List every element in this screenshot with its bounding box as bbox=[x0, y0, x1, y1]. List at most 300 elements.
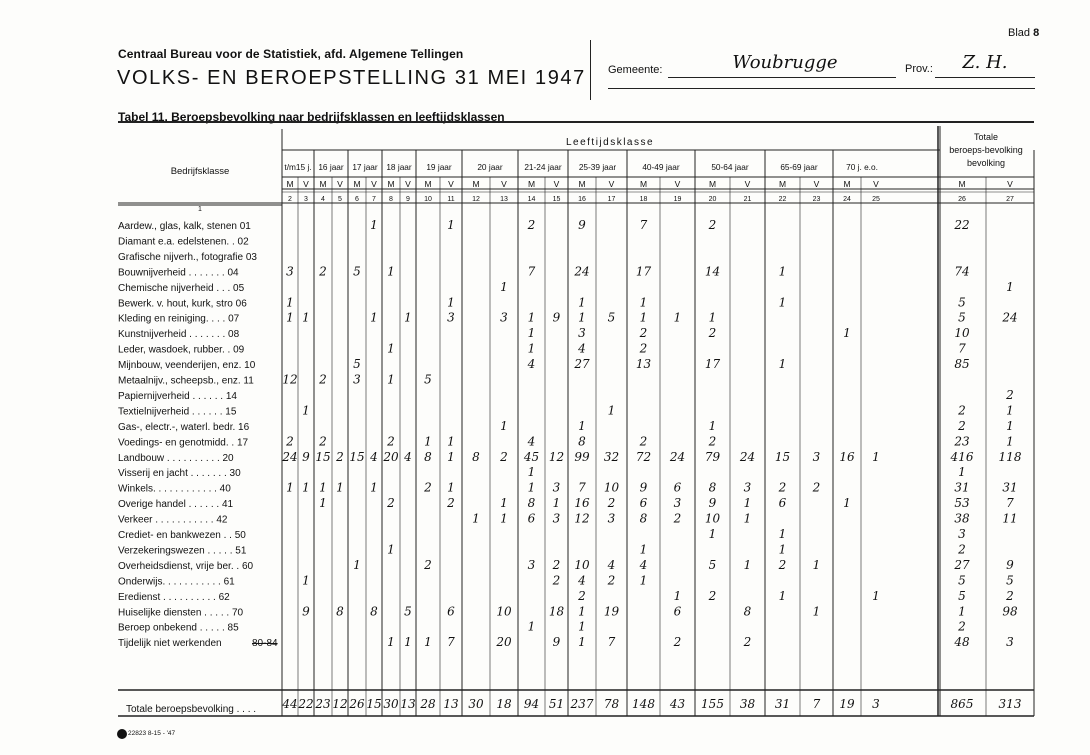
cell-value: 1 bbox=[527, 341, 536, 356]
sex-label: M bbox=[639, 179, 648, 189]
cell-value: 7 bbox=[527, 264, 536, 279]
cell-value: 1 bbox=[743, 511, 752, 526]
row-label: Grafische nijverh., fotografie 03 bbox=[118, 251, 257, 263]
cell-value: 6 bbox=[778, 496, 787, 511]
cell-value: 3 bbox=[286, 264, 294, 279]
cell-value: 12 bbox=[282, 372, 298, 387]
cell-value: 1 bbox=[302, 310, 310, 325]
column-number: 18 bbox=[639, 196, 648, 203]
cell-value: 2 bbox=[743, 635, 752, 650]
cell-value: 10 bbox=[954, 326, 970, 341]
cell-value: 2 bbox=[447, 496, 455, 511]
cell-value: 1 bbox=[607, 403, 616, 418]
column-number: 17 bbox=[607, 196, 616, 203]
bedrijfsklasse-header: Bedrijfsklasse bbox=[170, 166, 230, 177]
cell-value: 4 bbox=[370, 449, 378, 464]
cell-value: 2 bbox=[552, 573, 561, 588]
cell-value: 3 bbox=[743, 480, 752, 495]
total-value: 237 bbox=[570, 697, 594, 711]
cell-value: 1 bbox=[387, 542, 395, 557]
cell-value: 6 bbox=[527, 511, 536, 526]
sex-label: V bbox=[337, 179, 343, 189]
row-label: Beroep onbekend . . . . . 85 bbox=[118, 622, 239, 634]
cell-value: 16 bbox=[574, 496, 590, 511]
cell-value: 2 bbox=[387, 434, 395, 449]
cell-value: 1 bbox=[708, 527, 717, 541]
cell-value: 1 bbox=[639, 573, 648, 588]
cell-value: 1 bbox=[424, 635, 432, 650]
cell-value: 1 bbox=[387, 635, 395, 650]
sex-label: V bbox=[371, 179, 377, 189]
column-number: 11 bbox=[447, 196, 455, 203]
cell-value: 17 bbox=[635, 264, 652, 279]
row-label: Aardew., glas, kalk, stenen 01 bbox=[118, 221, 251, 232]
cell-value: 1 bbox=[1006, 403, 1014, 418]
column-number: 7 bbox=[372, 196, 376, 203]
total-value: 51 bbox=[548, 697, 565, 711]
total-value: 78 bbox=[603, 697, 620, 711]
cell-value: 3 bbox=[607, 511, 616, 526]
cell-value: 22 bbox=[954, 218, 970, 232]
column-number: 13 bbox=[500, 196, 508, 203]
cell-value: 1 bbox=[743, 496, 752, 511]
sex-label: M bbox=[472, 179, 480, 189]
cell-value: 3 bbox=[552, 480, 561, 495]
age-group-label: 20 jaar bbox=[477, 162, 503, 172]
cell-value: 1 bbox=[370, 480, 378, 495]
cell-value: 2 bbox=[778, 480, 787, 495]
cell-value: 6 bbox=[673, 604, 682, 619]
cell-value: 99 bbox=[574, 449, 590, 464]
cell-value: 12 bbox=[548, 449, 565, 464]
cell-value: 1 bbox=[778, 264, 787, 279]
total-value: 23 bbox=[315, 697, 331, 711]
row-label: Huiselijke diensten . . . . . 70 bbox=[118, 607, 244, 619]
row-label: Tijdelijk niet werkenden bbox=[118, 638, 222, 650]
cell-value: 1 bbox=[447, 449, 455, 464]
total-value: 30 bbox=[468, 697, 484, 711]
cell-value: 2 bbox=[673, 511, 682, 526]
cell-value: 2 bbox=[958, 619, 966, 634]
cell-value: 11 bbox=[1002, 511, 1018, 526]
cell-value: 31 bbox=[954, 480, 970, 495]
cell-value: 5 bbox=[404, 604, 412, 619]
cell-value: 1 bbox=[302, 480, 310, 495]
sex-label: M bbox=[578, 179, 586, 189]
cell-value: 1 bbox=[708, 310, 717, 325]
row-label: Eredienst . . . . . . . . . . 62 bbox=[118, 591, 230, 603]
total-value: 22 bbox=[298, 697, 314, 711]
sex-label: M bbox=[319, 179, 327, 189]
cell-value: 10 bbox=[496, 604, 512, 619]
sex-label: M bbox=[958, 179, 966, 189]
cell-value: 1 bbox=[302, 403, 310, 418]
cell-value: 1 bbox=[286, 480, 294, 495]
prov-value: Z. H. bbox=[962, 52, 1008, 73]
cell-value: 3 bbox=[578, 326, 586, 341]
cell-value: 5 bbox=[708, 557, 717, 572]
row-label: Overheidsdienst, vrije ber. . 60 bbox=[118, 560, 254, 572]
cell-value: 9 bbox=[552, 310, 561, 325]
cell-value: 1 bbox=[319, 480, 327, 495]
cell-value: 7 bbox=[639, 218, 648, 232]
cell-value: 3 bbox=[673, 496, 682, 511]
cell-value: 1 bbox=[302, 573, 310, 588]
cell-value: 1 bbox=[500, 496, 508, 511]
sex-label: V bbox=[873, 179, 879, 189]
cell-value: 2 bbox=[639, 341, 648, 356]
cell-value: 416 bbox=[950, 449, 974, 464]
column-number: 19 bbox=[673, 196, 682, 203]
sex-label: M bbox=[708, 179, 717, 189]
totale-header: Totale bbox=[973, 132, 999, 142]
cell-value: 1 bbox=[353, 557, 361, 572]
column-number: 23 bbox=[812, 196, 821, 203]
cell-value: 1 bbox=[447, 218, 455, 232]
column-number: 25 bbox=[872, 196, 880, 203]
row-label: Metaalnijv., scheepsb., enz. 11 bbox=[118, 375, 254, 387]
cell-value: 1 bbox=[578, 310, 586, 325]
column-number: 8 bbox=[389, 196, 393, 203]
form-title: VOLKS- EN BEROEPSTELLING 31 MEI 1947 bbox=[117, 67, 586, 89]
total-value: 38 bbox=[739, 697, 756, 711]
cell-value: 1 bbox=[872, 588, 880, 603]
cell-value: 1 bbox=[447, 434, 455, 449]
row-label: Diamant e.a. edelstenen. . 02 bbox=[118, 236, 249, 248]
cell-value: 2 bbox=[1006, 588, 1014, 603]
cell-value: 8 bbox=[472, 449, 480, 464]
cell-value: 9 bbox=[639, 480, 648, 495]
cell-value: 8 bbox=[639, 511, 648, 526]
row-label: Papiernijverheid . . . . . . 14 bbox=[118, 390, 237, 402]
cell-value: 2 bbox=[639, 326, 648, 341]
cell-value: 16 bbox=[839, 449, 855, 464]
total-value: 313 bbox=[998, 697, 1022, 711]
cell-value: 2 bbox=[336, 449, 344, 464]
cell-value: 2 bbox=[708, 326, 717, 341]
row-label: Landbouw . . . . . . . . . . 20 bbox=[118, 452, 234, 464]
cell-value: 1 bbox=[319, 496, 327, 511]
row-label: Overige handel . . . . . . 41 bbox=[118, 499, 234, 511]
cell-value: 3 bbox=[527, 557, 536, 572]
row-label: Kleding en reiniging. . . . 07 bbox=[118, 313, 240, 325]
cell-value: 2 bbox=[958, 418, 966, 433]
cell-value: 24 bbox=[282, 449, 298, 464]
row-label-struck: 80-84 bbox=[252, 638, 278, 650]
age-group-label: 17 jaar bbox=[352, 162, 378, 172]
cell-value: 19 bbox=[603, 604, 620, 619]
cell-value: 4 bbox=[607, 557, 616, 572]
cell-value: 7 bbox=[578, 480, 586, 495]
cell-value: 4 bbox=[527, 357, 536, 372]
row-label: Visserij en jacht . . . . . . . 30 bbox=[118, 468, 241, 480]
totale-header: beroeps-bevolking bbox=[949, 145, 1023, 155]
cell-value: 1 bbox=[578, 295, 586, 310]
gemeente-value: Woubrugge bbox=[732, 52, 838, 73]
cell-value: 2 bbox=[500, 449, 508, 464]
total-value: 94 bbox=[523, 697, 540, 711]
sex-label: M bbox=[778, 179, 787, 189]
cell-value: 10 bbox=[574, 557, 590, 572]
cell-value: 8 bbox=[578, 434, 586, 449]
total-value: 865 bbox=[950, 697, 974, 711]
age-group-label: 40-49 jaar bbox=[642, 162, 680, 172]
total-value: 7 bbox=[812, 697, 821, 711]
column-number: 26 bbox=[958, 196, 966, 203]
cell-value: 10 bbox=[704, 511, 721, 526]
column-number: 22 bbox=[778, 196, 787, 203]
cell-value: 7 bbox=[447, 635, 455, 650]
column-number: 24 bbox=[843, 196, 851, 203]
total-value: 19 bbox=[839, 697, 855, 711]
cell-value: 8 bbox=[424, 449, 432, 464]
prov-label: Prov.: bbox=[905, 63, 933, 75]
sex-label: V bbox=[553, 179, 560, 189]
cell-value: 4 bbox=[578, 341, 586, 356]
cell-value: 4 bbox=[404, 449, 412, 464]
cell-value: 72 bbox=[635, 449, 652, 464]
cell-value: 27 bbox=[574, 357, 590, 372]
cell-value: 1 bbox=[527, 480, 536, 495]
cell-value: 27 bbox=[954, 557, 970, 572]
cell-value: 5 bbox=[1006, 573, 1014, 588]
column-number: 27 bbox=[1006, 196, 1014, 203]
cell-value: 2 bbox=[607, 573, 616, 588]
cell-value: 1 bbox=[872, 449, 880, 464]
cell-value: 9 bbox=[708, 496, 717, 511]
cell-value: 1 bbox=[673, 588, 682, 603]
cell-value: 8 bbox=[743, 604, 752, 619]
cell-value: 1 bbox=[336, 480, 344, 495]
cell-value: 10 bbox=[603, 480, 620, 495]
cell-value: 2 bbox=[778, 557, 787, 572]
cell-value: 2 bbox=[673, 635, 682, 650]
total-value: 13 bbox=[443, 697, 459, 711]
cell-value: 1 bbox=[424, 434, 432, 449]
age-group-label: 50-64 jaar bbox=[711, 162, 749, 172]
total-value: 30 bbox=[383, 697, 399, 711]
cell-value: 6 bbox=[673, 480, 682, 495]
column-number: 15 bbox=[552, 196, 561, 203]
totals-row-label: Totale beroepsbevolking . . . . bbox=[126, 704, 257, 715]
cell-value: 18 bbox=[548, 604, 565, 619]
total-value: 44 bbox=[282, 697, 298, 711]
sex-label: V bbox=[813, 179, 820, 189]
total-value: 31 bbox=[774, 697, 791, 711]
column-number: 1 bbox=[198, 206, 202, 213]
age-group-label: t/m15 j. bbox=[284, 162, 312, 172]
cell-value: 2 bbox=[578, 588, 586, 603]
cell-value: 17 bbox=[704, 357, 721, 372]
cell-value: 9 bbox=[578, 218, 586, 232]
cell-value: 48 bbox=[954, 635, 970, 650]
cell-value: 20 bbox=[383, 449, 399, 464]
organisation-header: Centraal Bureau voor de Statistiek, afd. Algemene Tellingen bbox=[118, 47, 464, 61]
cell-value: 5 bbox=[424, 372, 432, 387]
column-number: 4 bbox=[321, 196, 325, 203]
cell-value: 32 bbox=[603, 449, 620, 464]
cell-value: 1 bbox=[778, 542, 787, 557]
total-value: 148 bbox=[632, 697, 655, 711]
cell-value: 1 bbox=[387, 264, 395, 279]
cell-value: 2 bbox=[708, 434, 717, 449]
cell-value: 1 bbox=[673, 310, 682, 325]
column-number: 16 bbox=[578, 196, 586, 203]
cell-value: 2 bbox=[958, 542, 966, 557]
cell-value: 2 bbox=[286, 434, 294, 449]
column-number: 20 bbox=[708, 196, 717, 203]
cell-value: 9 bbox=[302, 449, 310, 464]
cell-value: 4 bbox=[578, 573, 586, 588]
cell-value: 7 bbox=[958, 341, 966, 356]
total-value: 12 bbox=[332, 697, 348, 711]
cell-value: 7 bbox=[607, 635, 616, 650]
cell-value: 24 bbox=[574, 264, 590, 279]
row-label: Crediet- en bankwezen . . 50 bbox=[118, 530, 246, 541]
total-value: 18 bbox=[496, 697, 512, 711]
cell-value: 1 bbox=[578, 604, 586, 619]
cell-value: 2 bbox=[527, 218, 536, 232]
cell-value: 1 bbox=[527, 465, 536, 480]
cell-value: 5 bbox=[958, 573, 966, 588]
row-label: Winkels. . . . . . . . . . . . 40 bbox=[118, 483, 231, 495]
cell-value: 1 bbox=[778, 588, 787, 603]
cell-value: 8 bbox=[527, 496, 536, 511]
cell-value: 1 bbox=[778, 357, 787, 372]
cell-value: 1 bbox=[500, 279, 508, 294]
cell-value: 2 bbox=[319, 372, 327, 387]
cell-value: 2 bbox=[424, 557, 432, 572]
row-label: Gas-, electr.-, waterl. bedr. 16 bbox=[118, 421, 250, 433]
cell-value: 2 bbox=[812, 480, 821, 495]
cell-value: 5 bbox=[607, 310, 616, 325]
column-number: 14 bbox=[527, 196, 536, 203]
total-value: 26 bbox=[349, 697, 365, 711]
cell-value: 15 bbox=[774, 449, 791, 464]
total-value: 13 bbox=[400, 697, 416, 711]
column-number: 10 bbox=[424, 196, 432, 203]
row-label: Bouwnijverheid . . . . . . . 04 bbox=[118, 267, 239, 279]
leeftijdsklasse-header: Leeftijdsklasse bbox=[565, 137, 655, 148]
cell-value: 1 bbox=[387, 372, 395, 387]
cell-value: 1 bbox=[639, 295, 648, 310]
age-group-label: 65-69 jaar bbox=[780, 162, 818, 172]
column-number: 21 bbox=[743, 196, 752, 203]
blad-label: Blad 8 bbox=[1008, 27, 1040, 39]
cell-value: 5 bbox=[958, 310, 966, 325]
column-number: 6 bbox=[355, 196, 359, 203]
sex-label: M bbox=[527, 179, 536, 189]
column-number: 2 bbox=[288, 196, 292, 203]
cell-value: 1 bbox=[578, 418, 586, 433]
cell-value: 2 bbox=[319, 434, 327, 449]
row-label: Chemische nijverheid . . . 05 bbox=[118, 282, 245, 294]
cell-value: 1 bbox=[527, 619, 536, 634]
cell-value: 6 bbox=[447, 604, 455, 619]
cell-value: 8 bbox=[336, 604, 344, 619]
cell-value: 4 bbox=[639, 557, 648, 572]
cell-value: 1 bbox=[578, 619, 586, 634]
cell-value: 3 bbox=[552, 511, 561, 526]
column-number: 5 bbox=[338, 196, 342, 203]
row-label: Leder, wasdoek, rubber. . 09 bbox=[118, 344, 245, 356]
sex-label: V bbox=[303, 179, 309, 189]
sex-label: M bbox=[353, 179, 361, 189]
cell-value: 1 bbox=[1006, 279, 1014, 294]
cell-value: 1 bbox=[743, 557, 752, 572]
cell-value: 1 bbox=[447, 480, 455, 495]
cell-value: 24 bbox=[669, 449, 686, 464]
row-label: Onderwijs. . . . . . . . . . . 61 bbox=[118, 576, 235, 588]
cell-value: 1 bbox=[958, 604, 966, 619]
cell-value: 1 bbox=[843, 326, 851, 341]
cell-value: 1 bbox=[639, 542, 648, 557]
cell-value: 8 bbox=[370, 604, 378, 619]
row-label: Textielnijverheid . . . . . . 15 bbox=[118, 406, 237, 418]
cell-value: 23 bbox=[954, 434, 970, 449]
cell-value: 20 bbox=[496, 635, 512, 650]
row-label: Kunstnijverheid . . . . . . . 08 bbox=[118, 329, 240, 341]
row-label: Mijnbouw, veenderijen, enz. 10 bbox=[118, 360, 256, 372]
total-value: 155 bbox=[701, 697, 724, 711]
cell-value: 1 bbox=[387, 341, 395, 356]
cell-value: 31 bbox=[1002, 480, 1018, 495]
sex-label: V bbox=[744, 179, 751, 189]
cell-value: 4 bbox=[527, 434, 536, 449]
total-value: 3 bbox=[872, 697, 880, 711]
cell-value: 9 bbox=[552, 635, 561, 650]
cell-value: 85 bbox=[954, 357, 970, 372]
print-code: 22823 8-15 - '47 bbox=[128, 730, 176, 737]
cell-value: 1 bbox=[500, 418, 508, 433]
cell-value: 1 bbox=[778, 527, 787, 541]
cell-value: 38 bbox=[954, 511, 970, 526]
sex-label: V bbox=[608, 179, 615, 189]
cell-value: 24 bbox=[739, 449, 756, 464]
cell-value: 1 bbox=[778, 295, 787, 310]
cell-value: 15 bbox=[349, 449, 365, 464]
cell-value: 74 bbox=[954, 264, 970, 279]
cell-value: 2 bbox=[607, 496, 616, 511]
cell-value: 3 bbox=[958, 527, 966, 541]
cell-value: 79 bbox=[704, 449, 721, 464]
sex-label: V bbox=[1007, 179, 1013, 189]
cell-value: 1 bbox=[472, 511, 480, 526]
cell-value: 24 bbox=[1002, 310, 1018, 325]
age-group-label: 70 j. e.o. bbox=[846, 162, 878, 172]
cell-value: 15 bbox=[315, 449, 331, 464]
sex-label: M bbox=[387, 179, 395, 189]
cell-value: 3 bbox=[353, 372, 361, 387]
cell-value: 1 bbox=[843, 496, 851, 511]
cell-value: 1 bbox=[812, 604, 821, 619]
cell-value: 3 bbox=[812, 449, 821, 464]
sex-label: V bbox=[448, 179, 454, 189]
row-label: Verkeer . . . . . . . . . . . 42 bbox=[118, 514, 228, 526]
cell-value: 2 bbox=[552, 557, 561, 572]
cell-value: 2 bbox=[1006, 387, 1014, 402]
cell-value: 2 bbox=[424, 480, 432, 495]
cell-value: 1 bbox=[286, 295, 294, 310]
row-label: Bewerk. v. hout, kurk, stro 06 bbox=[118, 298, 247, 310]
age-group-label: 18 jaar bbox=[386, 162, 412, 172]
cell-value: 6 bbox=[639, 496, 648, 511]
sex-label: M bbox=[286, 179, 294, 189]
cell-value: 1 bbox=[370, 310, 378, 325]
cell-value: 118 bbox=[998, 449, 1022, 464]
cell-value: 3 bbox=[500, 310, 508, 325]
row-label: Voedings- en genotmidd. . 17 bbox=[118, 437, 249, 449]
